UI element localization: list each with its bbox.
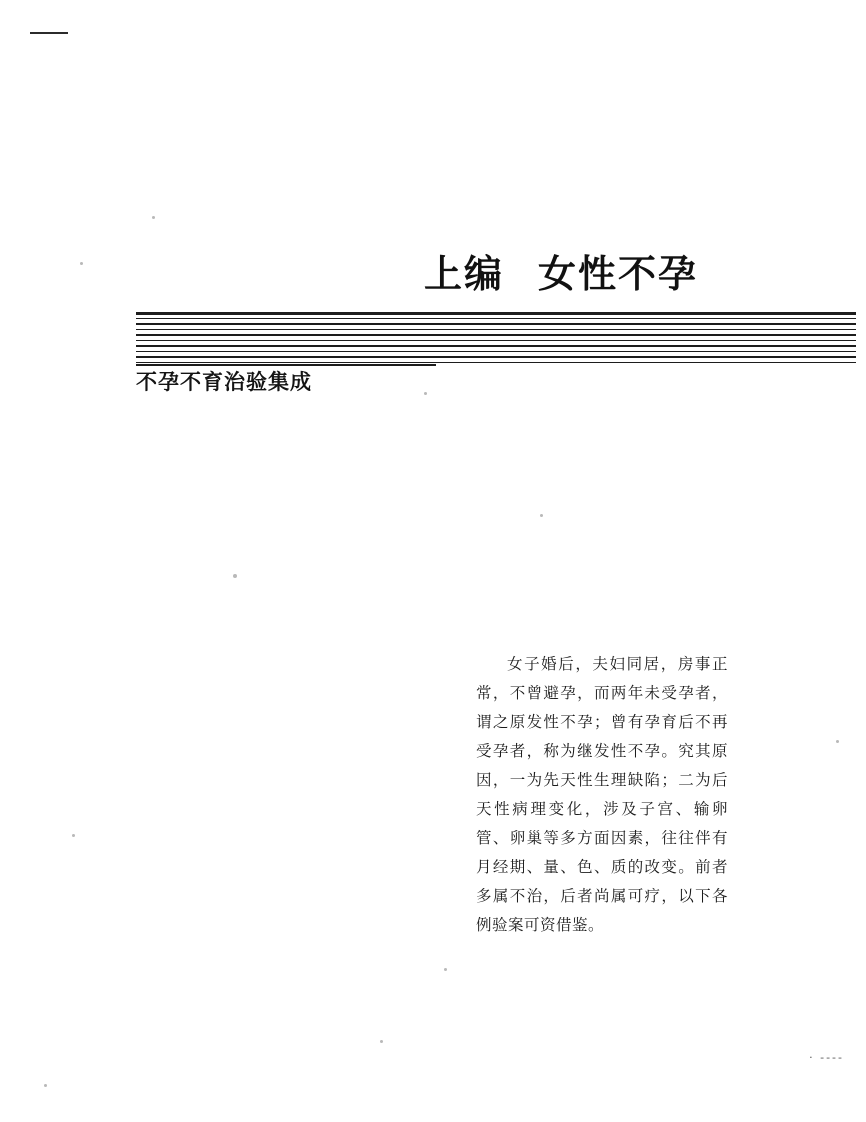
rule-line: [136, 312, 856, 315]
page-title: [424, 243, 698, 298]
scan-speck: [380, 1040, 383, 1043]
scan-speck: [152, 216, 155, 219]
rule-line: [136, 356, 856, 358]
rule-line: [136, 340, 856, 341]
scan-speck: [44, 1084, 47, 1087]
rule-line: [136, 362, 856, 363]
scan-speck: [72, 834, 75, 837]
scan-speck: [540, 514, 543, 517]
scan-speck: [444, 968, 447, 971]
rule-line: [136, 323, 856, 325]
running-header-title: 不孕不育治验集成: [136, 370, 312, 394]
decorative-rule-band: [136, 312, 856, 364]
rule-line: [136, 334, 856, 336]
scan-speck: [233, 574, 237, 578]
scan-speck: [424, 392, 427, 395]
scan-speck: [836, 740, 839, 743]
scan-speck: [80, 262, 83, 265]
rule-line: [136, 351, 856, 352]
body-text-block: [476, 650, 728, 940]
page-marker: ‧ ----: [809, 1051, 844, 1064]
page-title-part-two: 女性不孕: [538, 252, 699, 296]
rule-line: [136, 318, 856, 319]
body-paragraph: 女子婚后，夫妇同居，房事正常，不曾避孕，而两年未受孕者，谓之原发性不孕；曾有孕育后不再受孕者，称为继发性不孕。究其原因，一为先天性生理缺陷；二为后天性病理变化，涉及子宫、输卵管、卵巢等多方面因素，往往伴有月经期、量、色、质的改变。前者多属不治，后者尚属可疗，以下各例验案可资借鉴。: [476, 655, 728, 934]
rule-line: [136, 345, 856, 347]
top-left-dash-mark: [30, 32, 68, 34]
page-title-part-one: 上编: [424, 252, 505, 296]
rule-line: [136, 329, 856, 330]
